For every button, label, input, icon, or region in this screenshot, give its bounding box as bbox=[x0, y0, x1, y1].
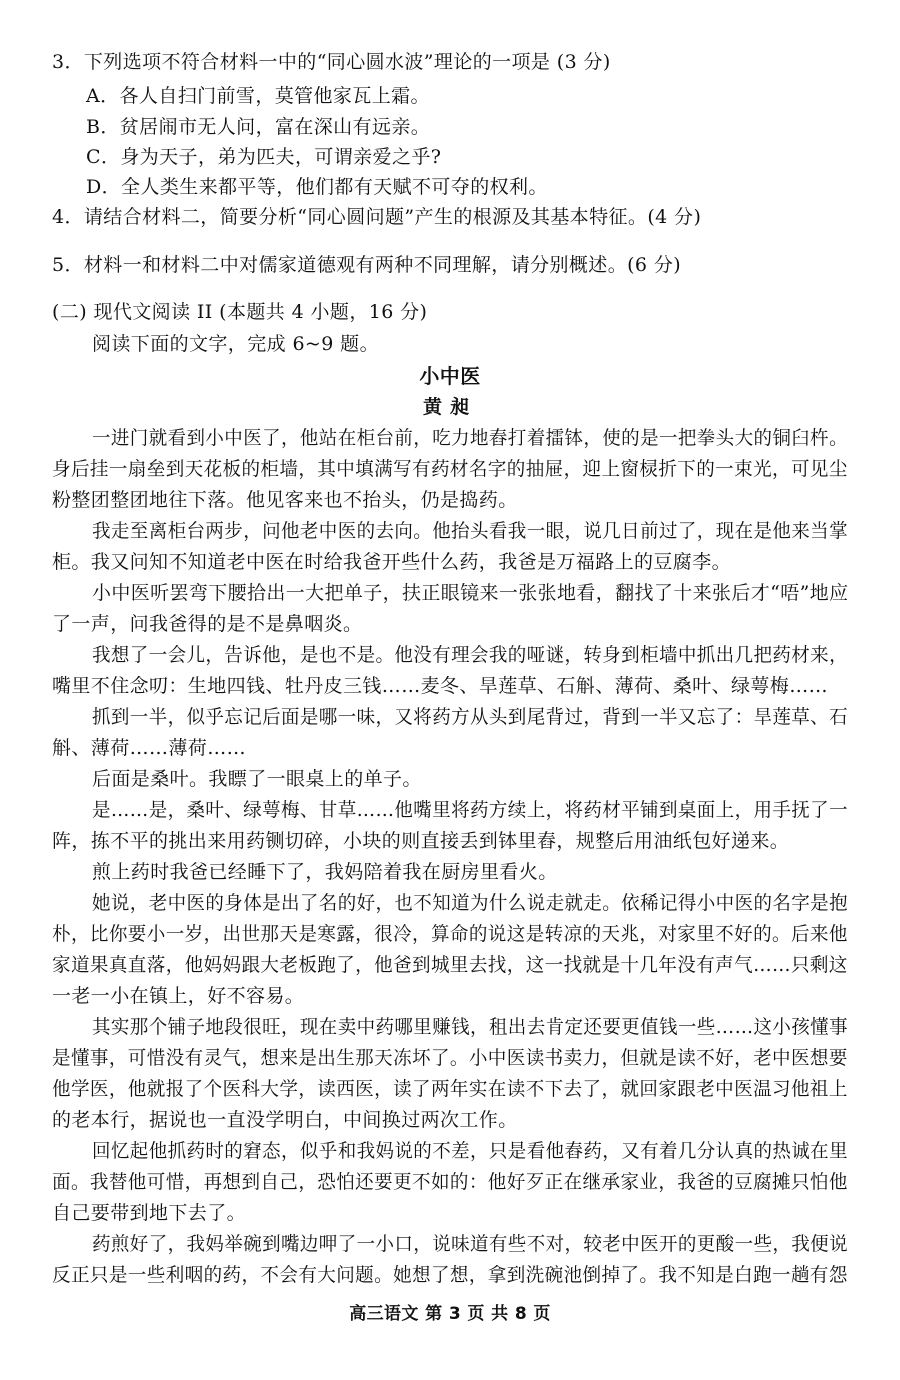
page-footer: 高三语文 第 3 页 共 8 页 bbox=[349, 1304, 551, 1324]
question-4: 4．请结合材料二，简要分析“同心圆问题”产生的根源及其基本特征。(4 分) bbox=[52, 206, 702, 228]
section-heading: (二) 现代文阅读 II (本题共 4 小题，16 分) bbox=[52, 301, 428, 323]
story-line: 自己要带到地下去了。 bbox=[52, 1202, 247, 1224]
story-line: 煎上药时我爸已经睡下了，我妈陪着我在厨房里看火。 bbox=[92, 861, 558, 883]
question-3-option-c: C．身为天子，弟为匹夫，可谓亲爱之乎? bbox=[86, 146, 442, 168]
question-3-option-b: B．贫居闹市无人问，富在深山有远亲。 bbox=[86, 116, 431, 138]
story-line: 阵，拣不平的挑出来用药铡切碎，小块的则直接丢到钵里舂，规整后用油纸包好递来。 bbox=[52, 830, 790, 852]
story-line: 我走至离柜台两步，问他老中医的去向。他抬头看我一眼，说几日前过了，现在是他来当掌 bbox=[92, 520, 848, 542]
question-5: 5．材料一和材料二中对儒家道德观有两种不同理解，请分别概述。(6 分) bbox=[52, 254, 682, 276]
section-instruction: 阅读下面的文字，完成 6~9 题。 bbox=[92, 333, 379, 355]
question-3-option-a: A．各人自扫门前雪，莫管他家瓦上霜。 bbox=[86, 85, 430, 107]
story-line: 斛、薄荷……薄荷…… bbox=[52, 737, 247, 759]
story-line: 她说，老中医的身体是出了名的好，也不知道为什么说走就走。依稀记得小中医的名字是抱 bbox=[92, 892, 848, 914]
story-line: 是……是，桑叶、绿萼梅、甘草……他嘴里将药方续上，将药材平铺到桌面上，用手抚了一 bbox=[92, 799, 848, 821]
story-line: 面。我替他可惜，再想到自己，恐怕还要更不如的：他好歹正在继承家业，我爸的豆腐摊只怕他 bbox=[52, 1171, 848, 1193]
story-line: 一老一小在镇上，好不容易。 bbox=[52, 985, 305, 1007]
story-line: 嘴里不住念叨：生地四钱、牡丹皮三钱……麦冬、旱莲草、石斛、薄荷、桑叶、绿萼梅…… bbox=[52, 675, 829, 697]
story-line: 粉整团整团地往下落。他见客来也不抬头，仍是捣药。 bbox=[52, 489, 518, 511]
question-3-stem: 3．下列选项不符合材料一中的“同心圆水波”理论的一项是 (3 分) bbox=[52, 51, 611, 73]
story-line: 反正只是一些利咽的药，不会有大问题。她想了想，拿到洗碗池倒掉了。我不知是白跑一趟有怨 bbox=[52, 1264, 848, 1286]
story-line: 后面是桑叶。我瞟了一眼桌上的单子。 bbox=[92, 768, 422, 790]
story-title: 小中医 bbox=[419, 364, 481, 388]
question-3-option-d: D．全人类生来都平等，他们都有天赋不可夺的权利。 bbox=[86, 176, 548, 198]
story-line: 回忆起他抓药时的窘态，似乎和我妈说的不差，只是看他舂药，又有着几分认真的热诚在里 bbox=[92, 1140, 848, 1162]
story-line: 其实那个铺子地段很旺，现在卖中药哪里赚钱，租出去肯定还要更值钱一些……这小孩懂事 bbox=[92, 1016, 848, 1038]
story-line: 身后挂一扇垒到天花板的柜墙，其中填满写有药材名字的抽屉，迎上窗棂折下的一束光，可见尘 bbox=[52, 458, 848, 480]
story-line: 小中医听罢弯下腰拾出一大把单子，扶正眼镜来一张张地看，翻找了十来张后才“唔”地应 bbox=[92, 582, 849, 604]
story-line: 的老本行，据说也一直没学明白，中间换过两次工作。 bbox=[52, 1109, 518, 1131]
story-line: 了一声，问我爸得的是不是鼻咽炎。 bbox=[52, 613, 363, 635]
story-author: 黄昶 bbox=[422, 396, 477, 418]
story-line: 朴，比你要小一岁，出世那天是寒露，很冷，算命的说这是转凉的天兆，对家里不好的。后来他 bbox=[52, 923, 848, 945]
story-line: 抓到一半，似乎忘记后面是哪一味，又将药方从头到尾背过，背到一半又忘了：旱莲草、石 bbox=[92, 706, 848, 728]
story-line: 柜。我又问知不知道老中医在时给我爸开些什么药，我爸是万福路上的豆腐李。 bbox=[52, 551, 732, 573]
story-line: 一进门就看到小中医了，他站在柜台前，吃力地舂打着擂钵，使的是一把拳头大的铜臼杵。 bbox=[92, 427, 848, 449]
story-line: 是懂事，可惜没有灵气，想来是出生那天冻坏了。小中医读书卖力，但就是读不好，老中医想要 bbox=[52, 1047, 848, 1069]
story-line: 他学医，他就报了个医科大学，读西医，读了两年实在读不下去了，就回家跟老中医温习他祖上 bbox=[52, 1078, 848, 1100]
story-line: 药煎好了，我妈举碗到嘴边呷了一小口，说味道有些不对，较老中医开的更酸一些，我便说 bbox=[92, 1233, 848, 1255]
story-line: 我想了一会儿，告诉他，是也不是。他没有理会我的哑谜，转身到柜墙中抓出几把药材来， bbox=[92, 644, 848, 666]
story-line: 家道果真直落，他妈妈跟大老板跑了，他爸到城里去找，这一找就是十几年没有声气……只剩这 bbox=[52, 954, 848, 976]
